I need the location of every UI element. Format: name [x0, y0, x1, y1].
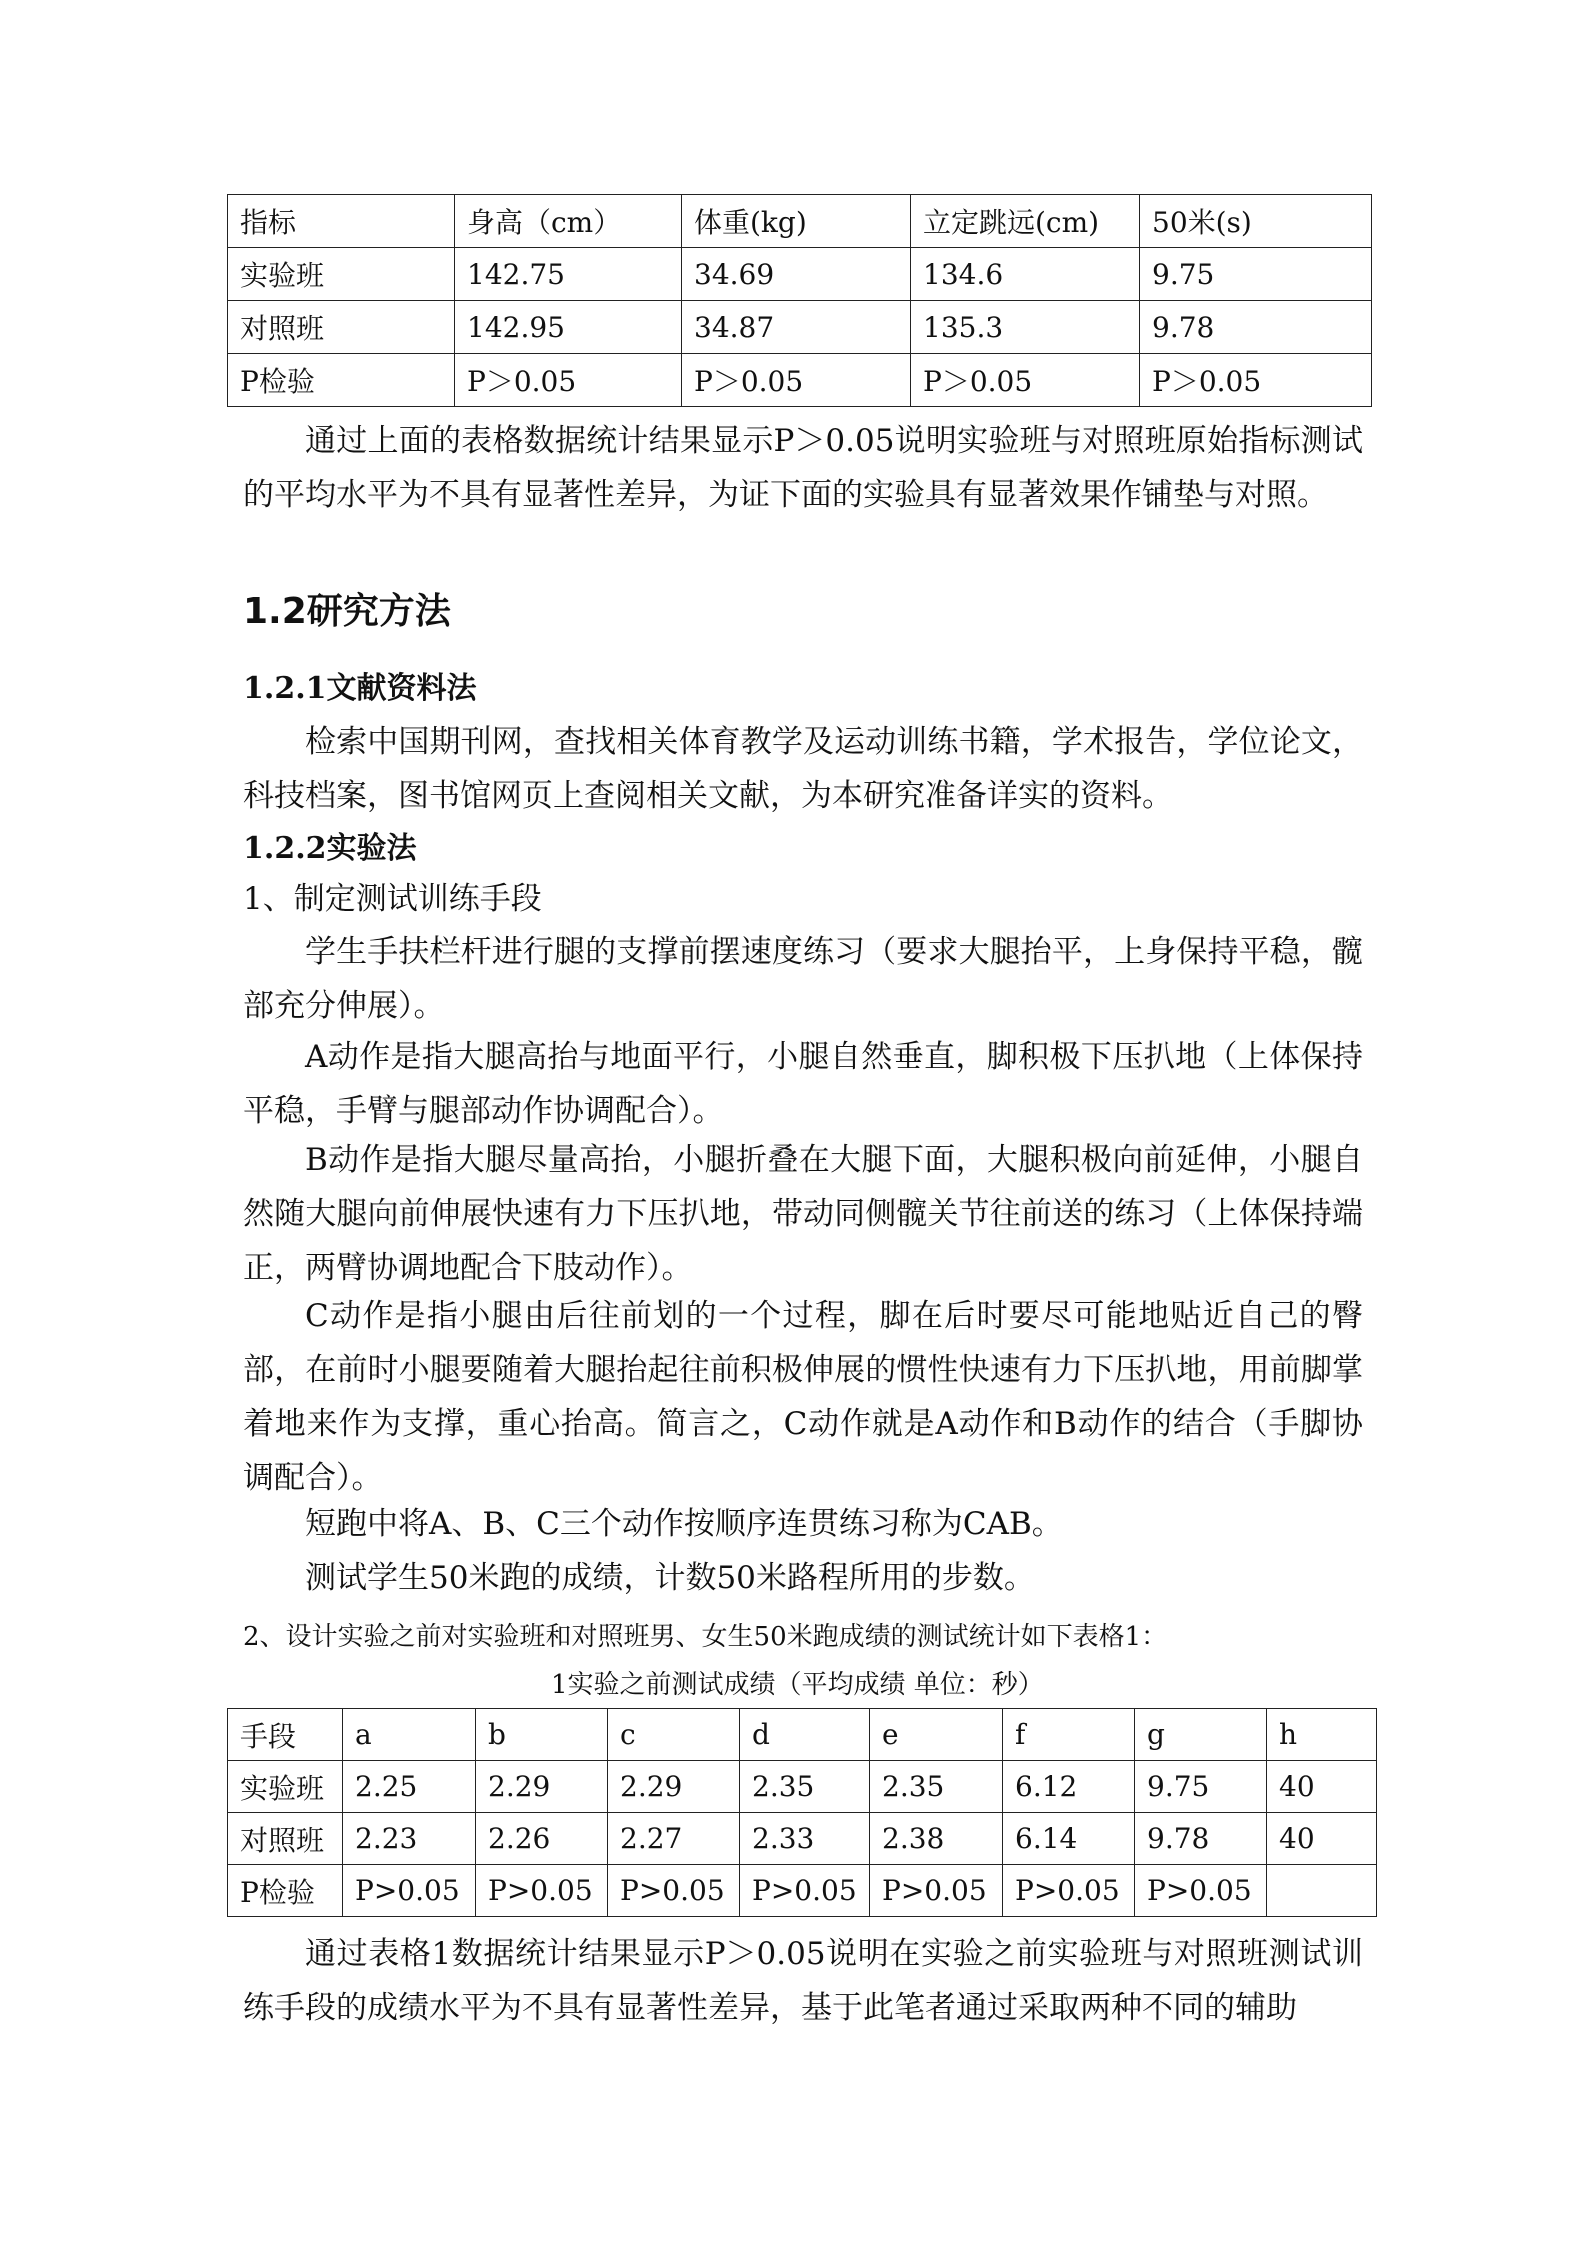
table-header-cell: b	[476, 1709, 608, 1761]
table-cell: 2.27	[608, 1813, 740, 1865]
table-header-cell: f	[1003, 1709, 1135, 1761]
subsection-heading-literature: 1.2.1文献资料法	[243, 671, 477, 706]
table-header-cell: 手段	[228, 1709, 343, 1761]
table-cell: 2.26	[476, 1813, 608, 1865]
table-header-cell: d	[740, 1709, 870, 1761]
table-header-cell: c	[608, 1709, 740, 1761]
table-cell: 9.75	[1140, 248, 1372, 301]
table-header-cell: 立定跳远(cm)	[911, 195, 1140, 248]
baseline-indicator-table	[227, 194, 1372, 407]
table-row	[228, 1865, 1377, 1917]
table-header-row	[228, 1709, 1377, 1761]
table-cell: 实验班	[228, 248, 455, 301]
table-cell: P>0.05	[1003, 1865, 1135, 1917]
table-cell: 2.35	[870, 1761, 1003, 1813]
table-cell: 对照班	[228, 1813, 343, 1865]
table-cell: P＞0.05	[911, 354, 1140, 407]
pre-test-result-paragraph: 通过表格1数据统计结果显示P＞0.05说明在实验之前实验班与对照班测试训练手段的成绩水平为不具有显著性差异，基于此笔者通过采取两种不同的辅助	[243, 1936, 1363, 2026]
table-row	[228, 1813, 1377, 1865]
action-c-paragraph: C动作是指小腿由后往前划的一个过程，脚在后时要尽可能地贴近自己的臀部，在前时小腿要随着大腿抬起往前积极伸展的惯性快速有力下压扒地，用前脚掌着地来作为支撑，重心抬高。简言之，C动作就是A动作和B动作的结合（手脚协调配合）。	[243, 1298, 1363, 1496]
table-caption: 1实验之前测试成绩（平均成绩 单位：秒）	[551, 1670, 1044, 1700]
table-header-row	[228, 195, 1372, 248]
section-heading-research-methods: 1.2研究方法	[243, 591, 451, 632]
table-cell: 2.25	[343, 1761, 476, 1813]
table-header-cell: 50米(s)	[1140, 195, 1372, 248]
table-cell: 142.75	[455, 248, 682, 301]
table-header-cell: g	[1135, 1709, 1267, 1761]
table-cell: 2.29	[476, 1761, 608, 1813]
table-cell: P＞0.05	[682, 354, 911, 407]
baseline-result-paragraph: 通过上面的表格数据统计结果显示P＞0.05说明实验班与对照班原始指标测试的平均水平为不具有显著性差异，为证下面的实验具有显著效果作铺垫与对照。	[243, 423, 1363, 513]
training-method-paragraph: 学生手扶栏杆进行腿的支撑前摆速度练习（要求大腿抬平，上身保持平稳，髋部充分伸展）。	[243, 934, 1363, 1024]
table-header-cell: e	[870, 1709, 1003, 1761]
table-row	[228, 248, 1372, 301]
table-cell: 2.38	[870, 1813, 1003, 1865]
table-cell: 40	[1267, 1813, 1377, 1865]
table-cell: 9.78	[1140, 301, 1372, 354]
table-cell: P＞0.05	[455, 354, 682, 407]
table-cell: 134.6	[911, 248, 1140, 301]
table-cell: P检验	[228, 1865, 343, 1917]
action-a-paragraph: A动作是指大腿高抬与地面平行，小腿自然垂直，脚积极下压扒地（上体保持平稳，手臂与腿部动作协调配合）。	[243, 1039, 1363, 1129]
test-paragraph: 测试学生50米跑的成绩，计数50米路程所用的步数。	[305, 1560, 1035, 1596]
table-header-cell: 体重(kg)	[682, 195, 911, 248]
table-cell: 142.95	[455, 301, 682, 354]
table-row	[228, 1761, 1377, 1813]
table-cell: P>0.05	[343, 1865, 476, 1917]
table-cell: P>0.05	[870, 1865, 1003, 1917]
table-cell: 34.87	[682, 301, 911, 354]
table-cell: 2.23	[343, 1813, 476, 1865]
table-cell: P检验	[228, 354, 455, 407]
table-cell: 6.14	[1003, 1813, 1135, 1865]
table-cell: 2.35	[740, 1761, 870, 1813]
table-cell: 对照班	[228, 301, 455, 354]
table-cell: 40	[1267, 1761, 1377, 1813]
table-cell: 2.29	[608, 1761, 740, 1813]
table-cell: 实验班	[228, 1761, 343, 1813]
table-cell: 6.12	[1003, 1761, 1135, 1813]
table-cell	[1267, 1865, 1377, 1917]
table-header-cell: 指标	[228, 195, 455, 248]
table-cell: 135.3	[911, 301, 1140, 354]
list-item-2: 2、设计实验之前对实验班和对照班男、女生50米跑成绩的测试统计如下表格1：	[243, 1622, 1168, 1652]
table-row	[228, 301, 1372, 354]
table-row	[228, 354, 1372, 407]
table-header-cell: a	[343, 1709, 476, 1761]
table-cell: P>0.05	[740, 1865, 870, 1917]
table-cell: 9.75	[1135, 1761, 1267, 1813]
table-cell: 34.69	[682, 248, 911, 301]
table-cell: P>0.05	[1135, 1865, 1267, 1917]
table-cell: P>0.05	[608, 1865, 740, 1917]
table-header-cell: h	[1267, 1709, 1377, 1761]
pre-test-score-table	[227, 1708, 1377, 1917]
action-b-paragraph: B动作是指大腿尽量高抬，小腿折叠在大腿下面，大腿积极向前延伸，小腿自然随大腿向前伸展快速有力下压扒地，带动同侧髋关节往前送的练习（上体保持端正，两臂协调地配合下肢动作）。	[243, 1142, 1363, 1286]
literature-paragraph: 检索中国期刊网，查找相关体育教学及运动训练书籍，学术报告，学位论文，科技档案，图书馆网页上查阅相关文献，为本研究准备详实的资料。	[243, 724, 1363, 814]
table-cell: P>0.05	[476, 1865, 608, 1917]
table-cell: 2.33	[740, 1813, 870, 1865]
list-item-1: 1、制定测试训练手段	[243, 881, 542, 917]
table-cell: P＞0.05	[1140, 354, 1372, 407]
table-cell: 9.78	[1135, 1813, 1267, 1865]
subsection-heading-experiment: 1.2.2实验法	[243, 831, 417, 866]
table-header-cell: 身高（cm）	[455, 195, 682, 248]
cab-paragraph: 短跑中将A、B、C三个动作按顺序连贯练习称为CAB。	[305, 1506, 1063, 1542]
